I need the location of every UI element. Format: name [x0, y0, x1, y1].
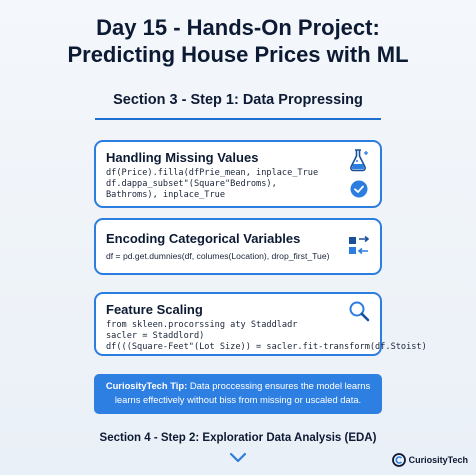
card-encoding-categorical	[94, 218, 382, 275]
code-line: sacler = Staddlord)	[106, 331, 205, 341]
code-line: df(Price).filla(dfPrie_mean, inplace_True	[106, 168, 319, 178]
brand-logo	[392, 453, 468, 467]
card-feature-scaling	[94, 292, 427, 356]
section-divider	[95, 118, 381, 120]
code-line: df = pd.get.dumnies(df, columes(Location), drop_first_Tue)	[106, 251, 330, 261]
code-line: from skleen.procorssing aty Staddladr	[106, 320, 298, 330]
title-line-1: Day 15 - Hands-On Project:	[96, 15, 380, 40]
page-title	[0, 14, 476, 68]
brand-name: CuriosityTech	[408, 455, 468, 465]
flask-icon	[348, 148, 370, 177]
swap-grid-icon	[348, 235, 370, 262]
card-title: Encoding Categorical Variables	[106, 231, 301, 246]
code-line: df.dappa_subset"(Square"Bedroms),	[106, 179, 277, 189]
card-title: Handling Missing Values	[106, 150, 259, 165]
title-line-2: Predicting House Prices with ML	[67, 42, 409, 67]
card-title: Feature Scaling	[106, 302, 203, 317]
card-missing-values	[94, 140, 382, 208]
next-section-heading: Section 4 - Step 2: Exploratior Data Analysis (EDA)	[99, 432, 377, 444]
chevron-down-icon[interactable]	[229, 451, 247, 469]
tip-text: Data proccessing ensures the model learns learns effectively without biss from missing or uscaled data.	[114, 380, 371, 405]
tip-banner	[94, 374, 382, 414]
code-line: df(((Square-Feet"(Lot Size)) = sacler.fit-transform(df.Stoist)	[106, 342, 427, 352]
tip-label: CuriosityTech Tip:	[105, 380, 188, 391]
code-line: Bathroms), inplace_True	[106, 190, 225, 200]
brand-icon	[392, 453, 406, 467]
section-heading: Section 3 - Step 1: Data Propressing	[113, 92, 363, 108]
magnifier-icon	[348, 300, 370, 327]
check-circle-icon	[350, 180, 368, 203]
